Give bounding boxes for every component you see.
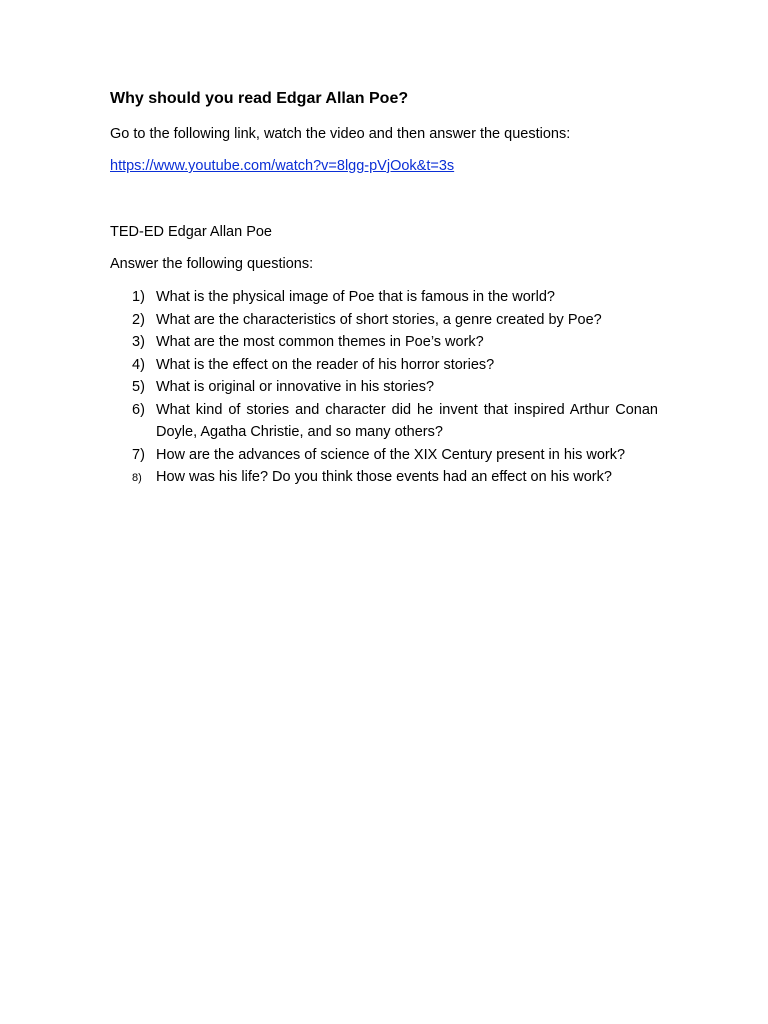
question-number: 5) (132, 379, 145, 395)
question-item (110, 376, 658, 399)
question-item (110, 399, 658, 444)
question-number: 7) (132, 446, 145, 463)
question-text: What kind of stories and character did he invent that inspired Arthur Conan Doyle, Agatha Christie, and so many others? (156, 401, 658, 440)
question-text: What are the characteristics of short stories, a genre created by Poe? (156, 311, 602, 328)
question-item (110, 444, 658, 467)
question-number: 2) (132, 311, 145, 328)
question-number: 8) (132, 472, 142, 484)
question-text: What is the physical image of Poe that is famous in the world? (156, 289, 555, 305)
question-number: 6) (132, 401, 145, 418)
question-item (110, 286, 658, 309)
video-title: TED-ED Edgar Allan Poe (110, 224, 272, 240)
question-text: What are the most common themes in Poe’s work? (156, 334, 484, 350)
question-number: 1) (132, 289, 145, 305)
question-item (110, 466, 658, 489)
question-text: How was his life? Do you think those events had an effect on his work? (156, 469, 612, 485)
question-number: 4) (132, 356, 145, 373)
question-text: What is original or innovative in his stories? (156, 379, 435, 395)
question-item (110, 331, 658, 354)
questions-prompt: Answer the following questions: (110, 256, 314, 272)
document-page (110, 88, 658, 489)
question-text: How are the advances of science of the XIX Century present in his work? (156, 446, 626, 463)
intro-text: Go to the following link, watch the video and then answer the questions: (110, 126, 571, 142)
questions-list (110, 286, 658, 489)
video-link[interactable]: https://www.youtube.com/watch?v=8lgg-pVjOok&t=3s (110, 158, 455, 174)
document-title: Why should you read Edgar Allan Poe? (110, 90, 409, 107)
question-item (110, 309, 658, 332)
question-item (110, 354, 658, 377)
question-text: What is the effect on the reader of his horror stories? (156, 356, 495, 373)
question-number: 3) (132, 334, 145, 350)
